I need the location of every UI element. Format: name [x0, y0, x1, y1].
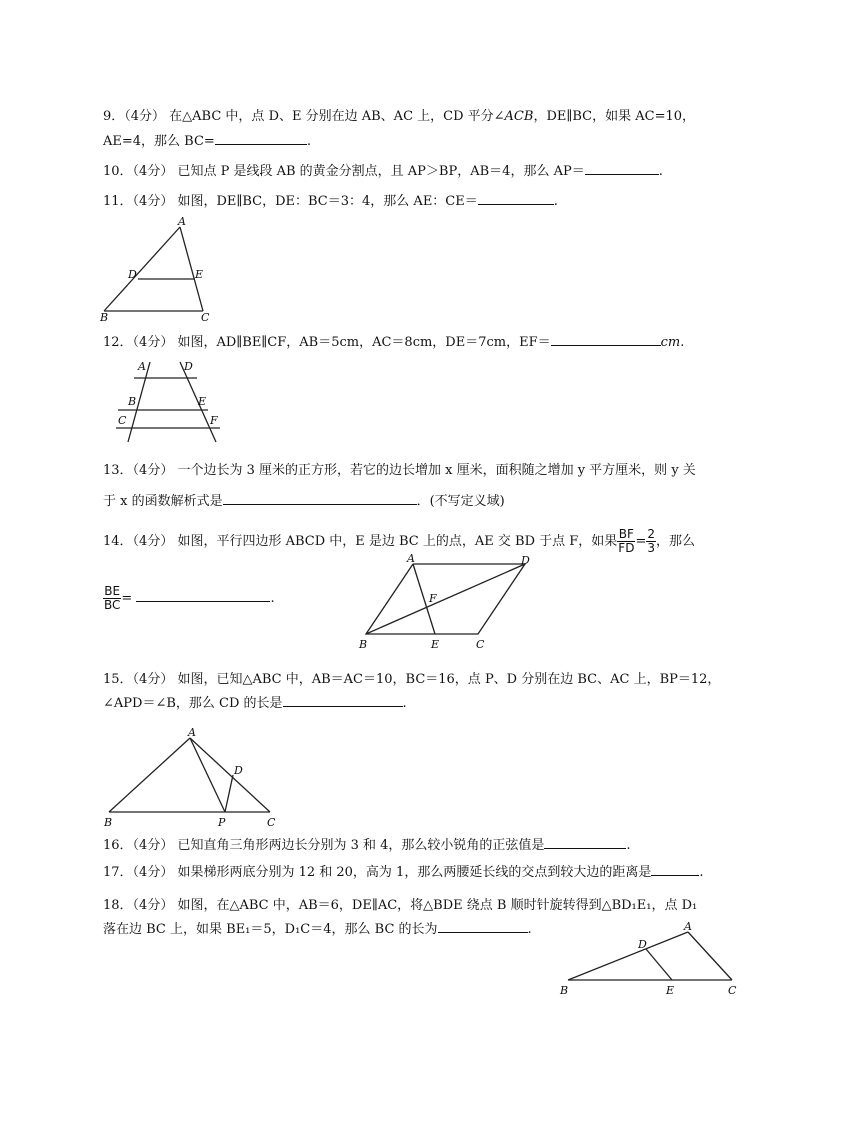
fig15-line-ap: [190, 738, 225, 812]
q18-line1: [103, 898, 697, 914]
figure-12: [112, 358, 227, 448]
q10-text: 10．（4分） 已知点 P 是线段 AB 的黄金分割点，且 AP＞BP，AB＝4，那么 AP＝: [103, 164, 585, 179]
fig15-line-pd: [225, 775, 233, 812]
q10-line: [103, 162, 663, 180]
q13-line2: [103, 492, 505, 510]
q14-answer-blank[interactable]: [136, 589, 270, 602]
fig12-label-b: B: [128, 395, 137, 408]
q18-text-b: 落在边 BC 上，如果 BE₁＝5，D₁C＝4，那么 BC 的长为: [103, 922, 438, 937]
q9-line1: [103, 109, 695, 125]
q14-line1: [103, 528, 695, 555]
q9-line2: [103, 132, 311, 150]
q18-end: .: [527, 922, 532, 937]
q14-text-a: 14．（4分） 如图，平行四边形 ABCD 中，E 是边 BC 上的点，AE 交 BD 于点 F，如果: [103, 534, 618, 549]
fig14-label-b: B: [359, 638, 368, 651]
q16-end: .: [626, 838, 631, 853]
q16-line: [103, 836, 631, 854]
q18-answer-blank[interactable]: [438, 920, 528, 933]
q17-answer-blank[interactable]: [651, 863, 699, 876]
q12-text: 12．（4分） 如图，AD∥BE∥CF，AB＝5cm，AC＝8cm，DE＝7cm，EF＝: [103, 335, 551, 350]
fig12-label-d: D: [184, 360, 193, 373]
q17-text: 17．（4分） 如果梯形两底分别为 12 和 20，高为 1，那么两腰延长线的交点到较大边的距离是: [103, 865, 652, 880]
fig18-label-c: C: [728, 984, 737, 997]
q15-text-a: 15．（4分） 如图，已知△ABC 中，AB＝AC＝10，BC＝16，点 P、D 分别在边 BC、AC 上，BP＝12，: [103, 672, 721, 687]
q14-fraction-value: [646, 528, 656, 555]
fig15-label-c: C: [267, 816, 276, 829]
fig11-label-a: A: [178, 215, 186, 228]
fig15-label-d: D: [234, 764, 243, 777]
q12-answer-blank[interactable]: [551, 333, 661, 346]
q11-end: .: [553, 194, 558, 209]
q14-line2: [103, 585, 275, 612]
q14-end: .: [270, 591, 275, 606]
figure-11: [100, 215, 220, 325]
q11-line: [103, 192, 558, 210]
q9-text-b: ，DE∥BC，如果 AC=10，: [533, 109, 695, 124]
q11-text: 11．（4分） 如图，DE∥BC，DE：BC＝3：4，那么 AE：CE＝: [103, 194, 478, 209]
q15-line1: [103, 672, 720, 688]
fig18-label-e: E: [666, 984, 675, 997]
q9-text-c: AE=4，那么 BC=: [103, 134, 215, 149]
fig11-label-b: B: [100, 311, 109, 324]
q13-text-b: 于 x 的函数解析式是: [103, 494, 223, 509]
q13-answer-blank[interactable]: [223, 492, 417, 505]
q12-end: .: [680, 335, 685, 350]
q11-answer-blank[interactable]: [478, 192, 554, 205]
q16-text: 16．（4分） 已知直角三角形两边长分别为 3 和 4，那么较小锐角的正弦值是: [103, 838, 545, 853]
q15-text-b: ∠APD＝∠B，那么 CD 的长是: [103, 696, 283, 711]
fig18-label-d: D: [638, 938, 647, 951]
q14-bc: BC: [104, 598, 121, 612]
fig12-label-c: C: [118, 414, 127, 427]
fig15-label-a: A: [188, 726, 196, 739]
fig15-label-b: B: [104, 816, 113, 829]
fig11-label-c: C: [201, 311, 210, 324]
fig15-line-ac: [190, 738, 270, 812]
q9-angle: ∠ACB: [493, 109, 534, 124]
q12-line: [103, 333, 684, 351]
q14-val-den: 3: [647, 541, 655, 555]
fig14-label-f: F: [429, 592, 437, 605]
q14-eq2: =: [121, 591, 133, 606]
q18-text-a: 18．（4分） 如图，在△ABC 中，AB＝6，DE∥AC，将△BDE 绕点 B 顺时针旋转得到△BD₁E₁，点 D₁: [103, 898, 698, 913]
fig11-line-ab: [104, 227, 180, 311]
figure-18: [560, 918, 750, 1002]
fig11-label-d: D: [128, 268, 137, 281]
q14-fraction-be-bc: [103, 585, 121, 612]
q12-unit: cm: [660, 335, 681, 350]
figure-14: [355, 552, 545, 652]
fig14-label-c: C: [476, 638, 485, 651]
fig12-label-e: E: [198, 395, 207, 408]
fig12-label-f: F: [210, 414, 218, 427]
fig11-label-e: E: [195, 268, 204, 281]
fig18-line-de: [646, 949, 672, 980]
fig14-label-a: A: [407, 552, 415, 565]
q13-end: ．(不写定义域): [416, 494, 505, 509]
q14-be: BE: [104, 584, 121, 598]
q15-answer-blank[interactable]: [283, 694, 403, 707]
fig18-line-ac: [688, 932, 732, 980]
q13-text-a: 13．（4分） 一个边长为 3 厘米的正方形，若它的边长增加 x 厘米，面积随之增加 y 平方厘米，则 y 关: [103, 463, 696, 478]
figure-15: [104, 726, 286, 830]
fig18-line-ab: [568, 932, 688, 980]
q18-line2: [103, 920, 532, 938]
fig15-label-p: P: [218, 816, 226, 829]
fig18-label-b: B: [560, 984, 569, 997]
q14-val-num: 2: [647, 527, 655, 541]
fig14-label-d: D: [521, 554, 530, 567]
q15-end: .: [402, 696, 407, 711]
q15-line2: [103, 694, 407, 712]
q14-eq: =: [635, 534, 647, 549]
q14-text-b: ，那么: [656, 534, 696, 549]
q14-fraction-bf-fd: [617, 528, 635, 555]
q10-answer-blank[interactable]: [585, 162, 659, 175]
q16-answer-blank[interactable]: [544, 836, 626, 849]
q9-text-a: 9．（4分） 在△ABC 中，点 D、E 分别在边 AB、AC 上，CD 平分: [103, 109, 494, 124]
q9-answer-blank[interactable]: [215, 132, 307, 145]
q10-end: .: [658, 164, 663, 179]
fig15-line-ab: [109, 738, 190, 812]
fig12-label-a: A: [138, 360, 146, 373]
q13-line1: [103, 463, 696, 479]
fig18-label-a: A: [684, 920, 692, 933]
q17-end: .: [699, 865, 704, 880]
fig14-label-e: E: [431, 638, 440, 651]
q9-end: .: [306, 134, 311, 149]
q17-line: [103, 863, 703, 881]
q14-frac-num: BF: [618, 527, 634, 541]
q14-frac-den: FD: [618, 541, 635, 555]
